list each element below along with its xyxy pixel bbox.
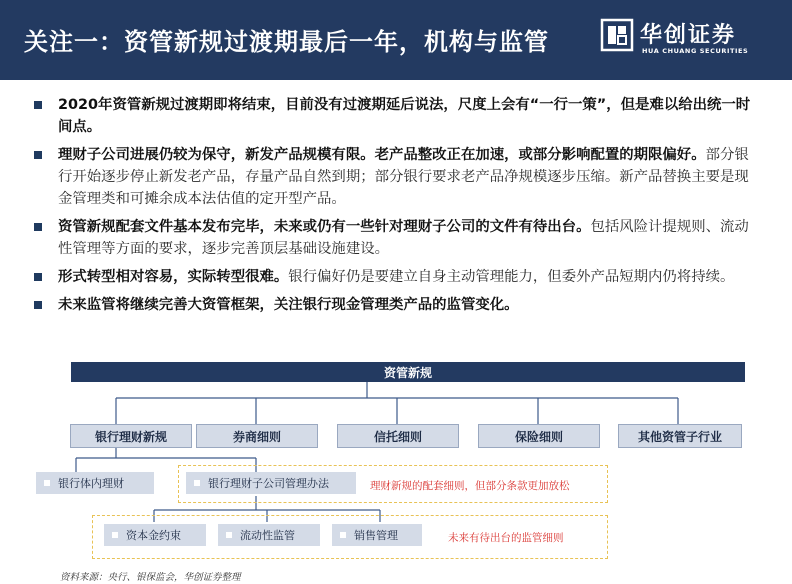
diagram-node-trust-rules: 信托细则 <box>337 424 459 448</box>
node-marker-icon <box>44 480 50 486</box>
diagram-note-supporting-rules: 理财新规的配套细则，但部分条款更加放松 <box>370 480 570 492</box>
square-bullet-icon <box>34 273 42 281</box>
diagram-node-insurance-rules: 保险细则 <box>478 424 600 448</box>
bullet-item <box>30 144 760 210</box>
diagram-node-liquidity-supervision <box>218 524 320 546</box>
node-marker-icon <box>226 532 232 538</box>
bullet-text: 银行偏好仍是要建立自身主动管理能力，但委外产品短期内仍将持续。 <box>288 269 735 285</box>
logo-chinese-name: 华创证券 <box>640 23 737 48</box>
diagram-note-future-rules: 未来有待出台的监管细则 <box>448 532 564 544</box>
node-label: 银行体内理财 <box>58 477 124 490</box>
node-label: 资本金约束 <box>126 529 181 542</box>
regulation-hierarchy-diagram <box>30 360 760 570</box>
page-title: 关注一：资管新规过渡期最后一年，机构与监管 <box>24 28 549 56</box>
diagram-node-in-house-wm <box>36 472 154 494</box>
bullet-bold-text: 未来监管将继续完善大资管框架，关注银行现金管理类产品的监管变化。 <box>58 297 519 313</box>
bullet-bold-text: 理财子公司进展仍较为保守，新发产品规模有限。老产品整改正在加速，或部分影响配置的期限偏好。 <box>58 147 706 163</box>
diagram-node-other-am-rules: 其他资管子行业 <box>618 424 742 448</box>
bullet-item <box>30 294 760 316</box>
diagram-node-capital-constraint <box>104 524 206 546</box>
logo-mark-icon <box>600 18 634 52</box>
bullet-item <box>30 216 760 260</box>
node-label: 销售管理 <box>354 529 398 542</box>
node-marker-icon <box>194 480 200 486</box>
diagram-node-bank-wm-rules: 银行理财新规 <box>70 424 192 448</box>
diagram-node-sales-management <box>332 524 422 546</box>
node-marker-icon <box>112 532 118 538</box>
source-note: 资料来源：央行、银保监会，华创证券整理 <box>60 572 241 583</box>
logo-english-name: HUA CHUANG SECURITIES <box>642 47 749 55</box>
bullet-bold-text: 资管新规配套文件基本发布完毕，未来或仍有一些针对理财子公司的文件有待出台。 <box>58 219 591 235</box>
bullet-bold-text: 2020年资管新规过渡期即将结束，目前没有过渡期延后说法，尺度上会有“一行一策”，但是难以给出统一时间点。 <box>58 97 751 135</box>
bullet-list <box>30 94 760 322</box>
square-bullet-icon <box>34 151 42 159</box>
node-marker-icon <box>340 532 346 538</box>
bullet-bold-text: 形式转型相对容易，实际转型很难。 <box>58 269 289 285</box>
square-bullet-icon <box>34 223 42 231</box>
bullet-text: 部分银行开始逐步停止新发老产品，存量产品自然到期；部分银行要求老产品净规模逐步压缩。新产品替换主要是现金管理类和可摊余成本法估值的定开型产品。 <box>58 147 749 207</box>
square-bullet-icon <box>34 301 42 309</box>
diagram-root-node: 资管新规 <box>71 362 745 382</box>
node-label: 流动性监管 <box>240 529 295 542</box>
bullet-text: 包括风险计提规则、流动性管理等方面的要求，逐步完善顶层基础设施建设。 <box>58 219 749 257</box>
diagram-node-broker-rules: 券商细则 <box>196 424 318 448</box>
square-bullet-icon <box>34 101 42 109</box>
bullet-item <box>30 266 760 288</box>
diagram-node-wm-subsidiary-measures <box>186 472 356 494</box>
header-bar <box>0 0 792 80</box>
company-logo <box>600 16 780 66</box>
bullet-item <box>30 94 760 138</box>
node-label: 银行理财子公司管理办法 <box>208 477 329 490</box>
